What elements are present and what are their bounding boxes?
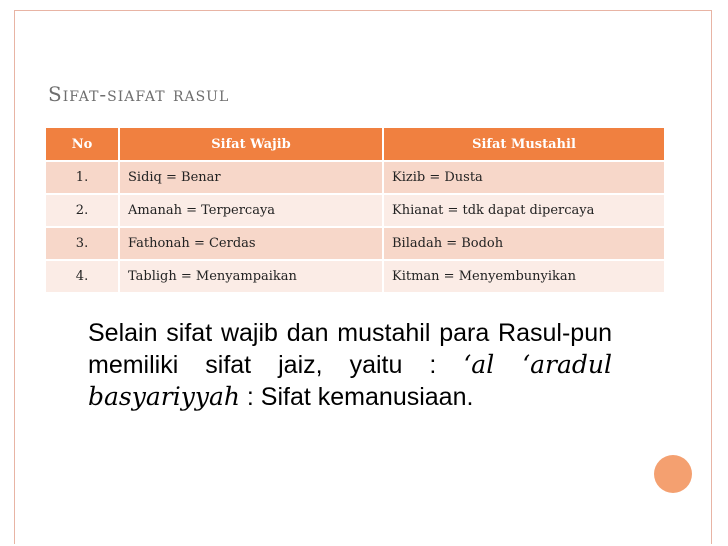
row-mustahil: Kitman = Menyembunyikan [383, 260, 665, 292]
paragraph-part2: : Sifat kemanusiaan. [239, 383, 474, 411]
slide-title: Sifat-siafat rasul [48, 82, 230, 106]
table-row [46, 260, 665, 292]
table-header-row [46, 128, 665, 161]
row-no: 4. [46, 260, 119, 292]
table-row [46, 227, 665, 260]
header-sifat-wajib: Sifat Wajib [119, 128, 383, 161]
header-no: No [46, 128, 119, 161]
row-no: 3. [46, 227, 119, 260]
paragraph-italic-term: ‘al ‘aradul basyariyyah [88, 350, 612, 411]
row-no: 2. [46, 194, 119, 227]
decorative-circle [654, 455, 692, 493]
table-row [46, 161, 665, 194]
row-wajib: Fathonah = Cerdas [119, 227, 383, 260]
table-row [46, 194, 665, 227]
row-wajib: Tabligh = Menyampaikan [119, 260, 383, 292]
row-mustahil: Khianat = tdk dapat dipercaya [383, 194, 665, 227]
row-mustahil: Kizib = Dusta [383, 161, 665, 194]
row-mustahil: Biladah = Bodoh [383, 227, 665, 260]
row-no: 1. [46, 161, 119, 194]
paragraph-part1: Selain sifat wajib dan mustahil para Rasul-pun memiliki sifat jaiz, yaitu : [88, 319, 612, 379]
row-wajib: Sidiq = Benar [119, 161, 383, 194]
header-sifat-mustahil: Sifat Mustahil [383, 128, 665, 161]
row-wajib: Amanah = Terpercaya [119, 194, 383, 227]
sifat-table [46, 128, 666, 292]
sifat-jaiz-paragraph [88, 318, 612, 413]
